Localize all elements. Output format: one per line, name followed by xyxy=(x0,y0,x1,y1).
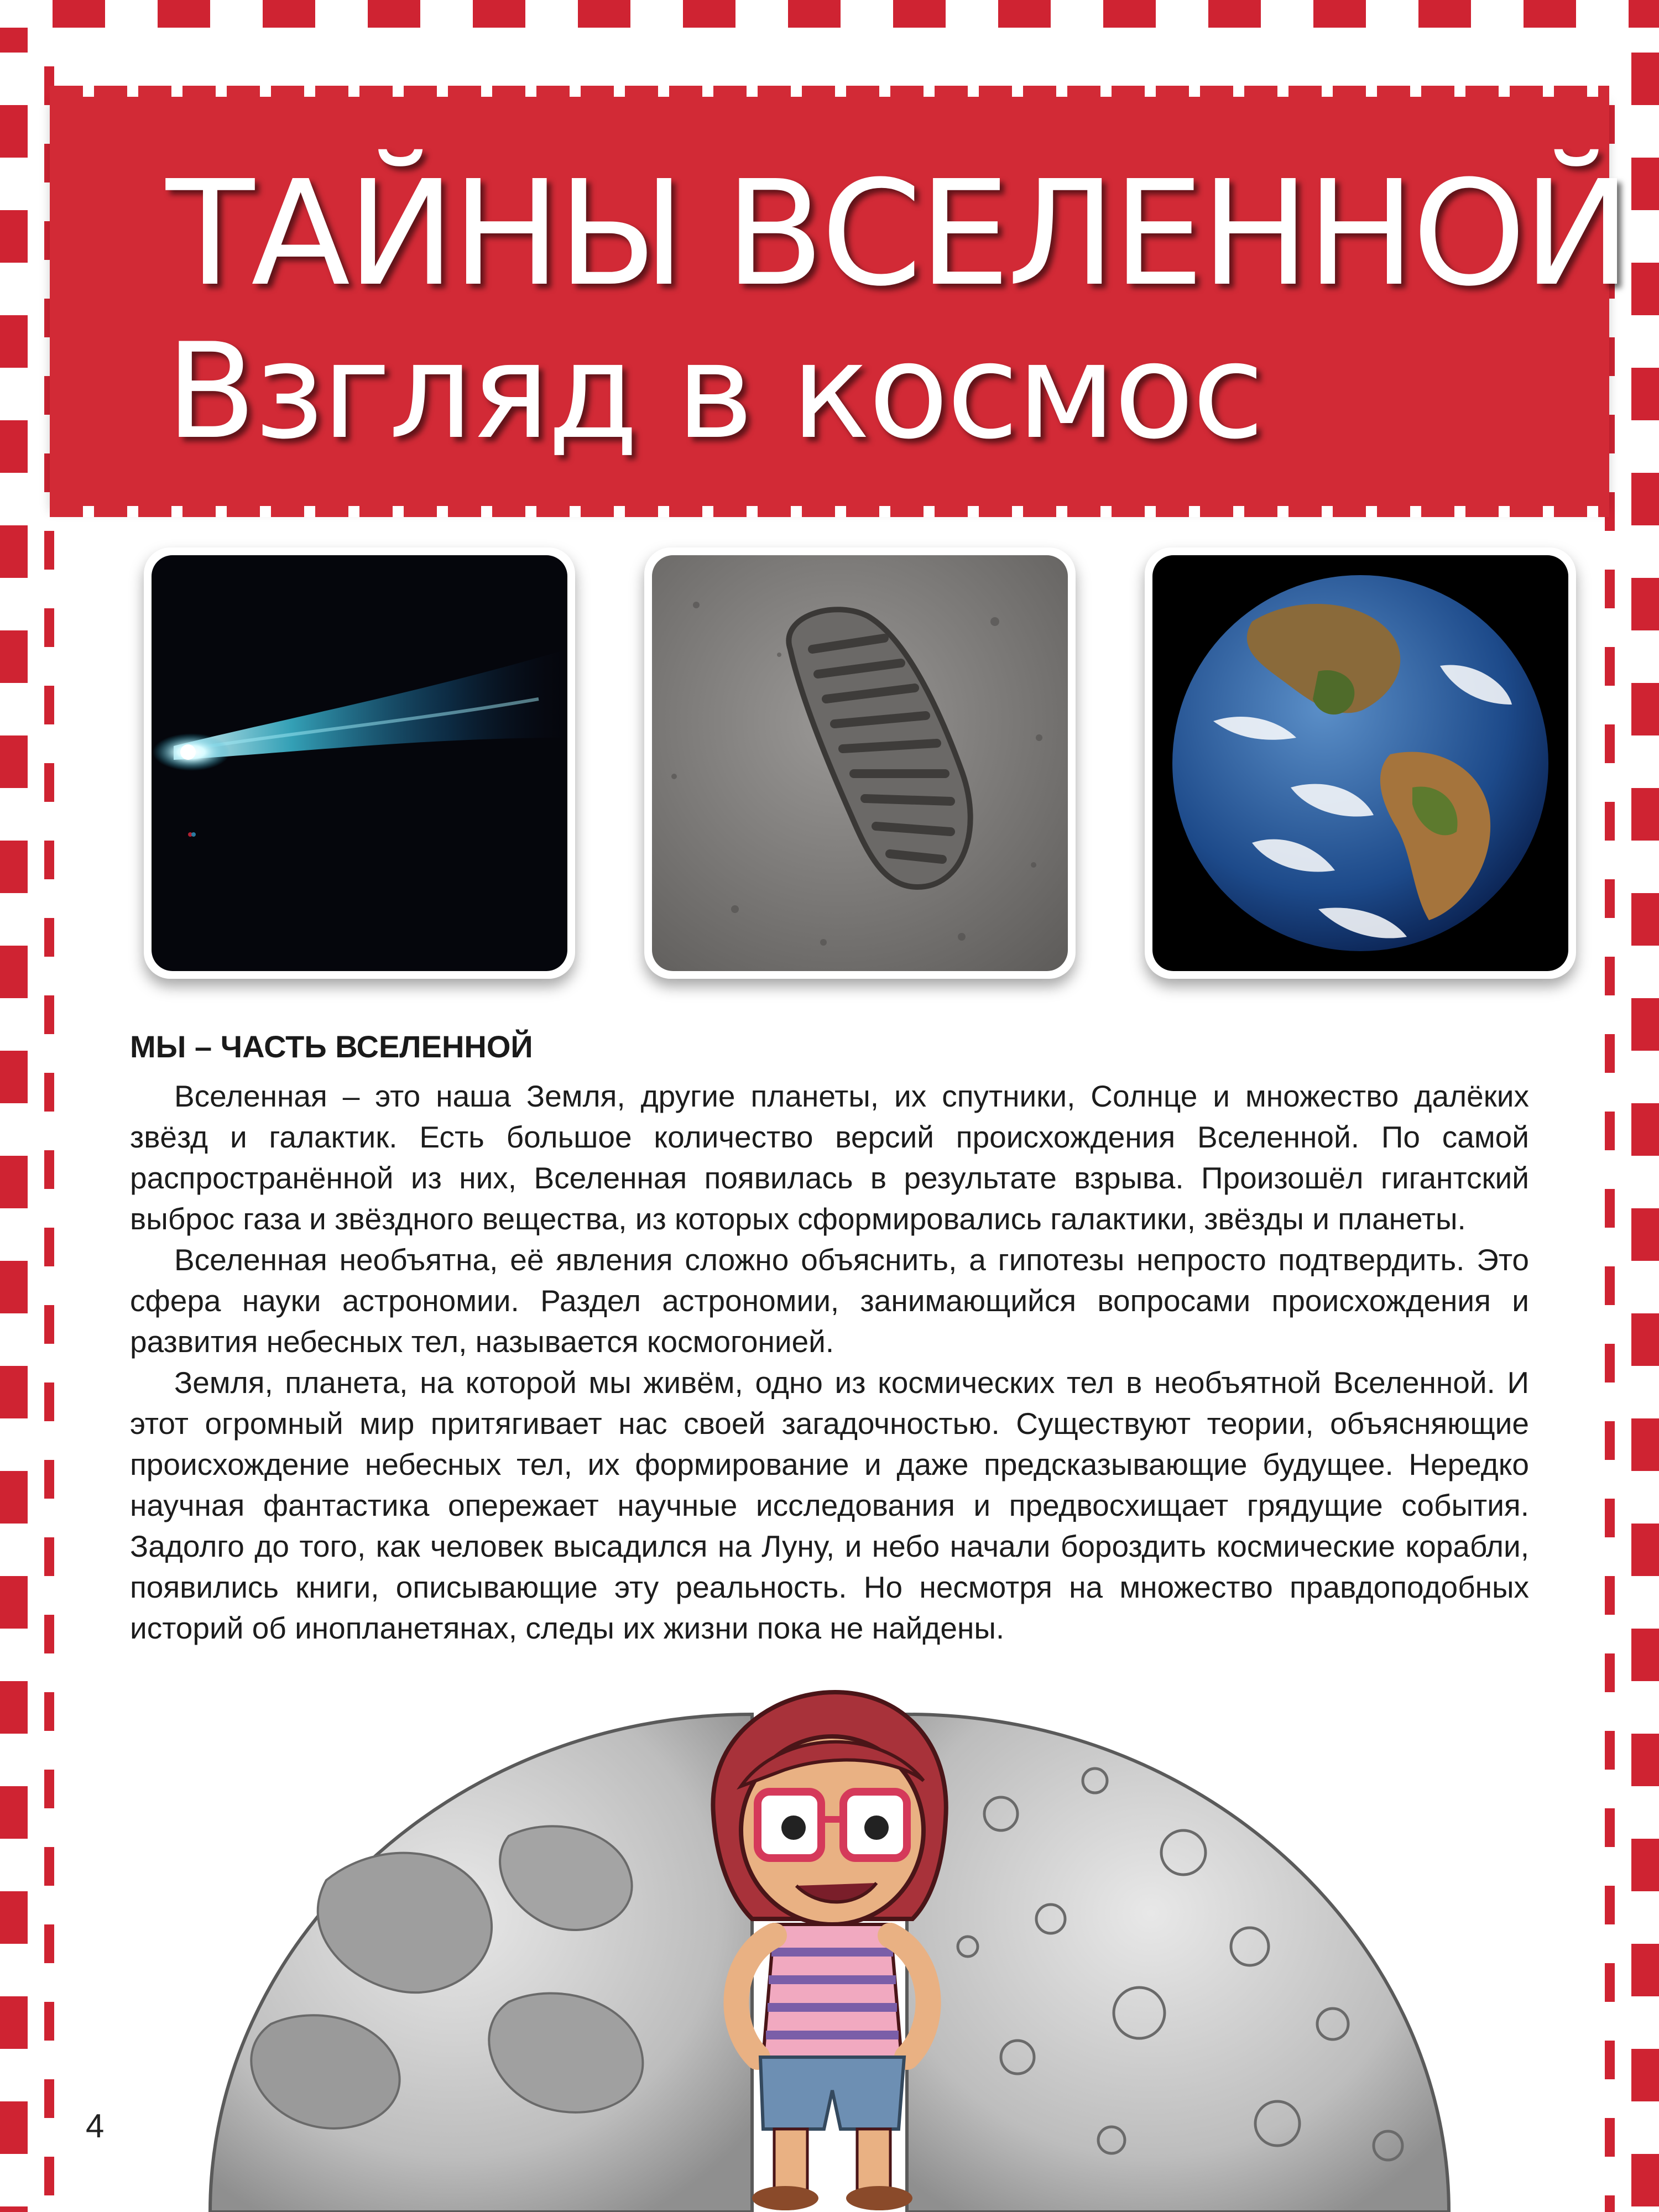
paragraph: Вселенная необъятна, её явления сложно объяснить, а гипотезы непросто подтвердить. Это сфера науки астрономии. Раздел астрономии, занимающийся вопросами происхождения и развития небесных тел, называется космогонией. xyxy=(130,1243,1529,1359)
comet-icon xyxy=(152,555,567,971)
earth-icon xyxy=(1152,555,1568,971)
top-dashed-border xyxy=(0,0,1659,28)
page-subtitle: Взгляд в космос xyxy=(166,315,1262,468)
earth-photo xyxy=(1152,555,1568,971)
section-heading: МЫ – ЧАСТЬ ВСЕЛЕННОЙ xyxy=(130,1029,533,1064)
page-title: ТАЙНЫ ВСЕЛЕННОЙ xyxy=(166,149,1628,318)
title-banner xyxy=(50,97,1628,506)
comet-photo-card xyxy=(144,547,575,979)
comet-photo xyxy=(152,555,567,971)
footprint-photo-card xyxy=(644,547,1076,979)
paragraph: Земля, планета, на которой мы живём, одно из космических тел в необъятной Вселенной. И этот огромный мир притягивает нас своей загадочностью. Существуют теории, объясняющие происхождение небесных тел, их формирование и даже предсказывающие будущее. Нередко научная фантастика опережает научные исследования и предвосхищает грядущие события. Задолго до того, как человек высадился на Луну, и небо начали бороздить космические корабли, появились книги, описывающие эту реальность. Но несмотря на множество правдоподобных историй об инопланетянах, следы их жизни пока не найдены. xyxy=(130,1365,1529,1645)
body-text xyxy=(130,1076,1529,1648)
page-number: 4 xyxy=(86,2107,105,2145)
footprint-photo xyxy=(652,555,1068,971)
right-moon xyxy=(907,1714,1449,2212)
right-dashed-border xyxy=(1631,0,1659,2212)
earth-photo-card xyxy=(1145,547,1576,979)
footprint-icon xyxy=(652,555,1068,971)
left-moon xyxy=(210,1714,752,2212)
left-dashed-border xyxy=(0,0,28,2212)
paragraph: Вселенная – это наша Земля, другие планеты, их спутники, Солнце и множество далёких звёзд и галактик. Есть большое количество версий происхождения Вселенной. По самой распространённой из них, Вселенная появилась в результате взрыва. Произошёл гигантский выброс газа и звёздного вещества, из которых сформировались галактики, звёзды и планеты. xyxy=(130,1079,1529,1236)
moon-and-girl-illustration xyxy=(199,1670,1460,2212)
